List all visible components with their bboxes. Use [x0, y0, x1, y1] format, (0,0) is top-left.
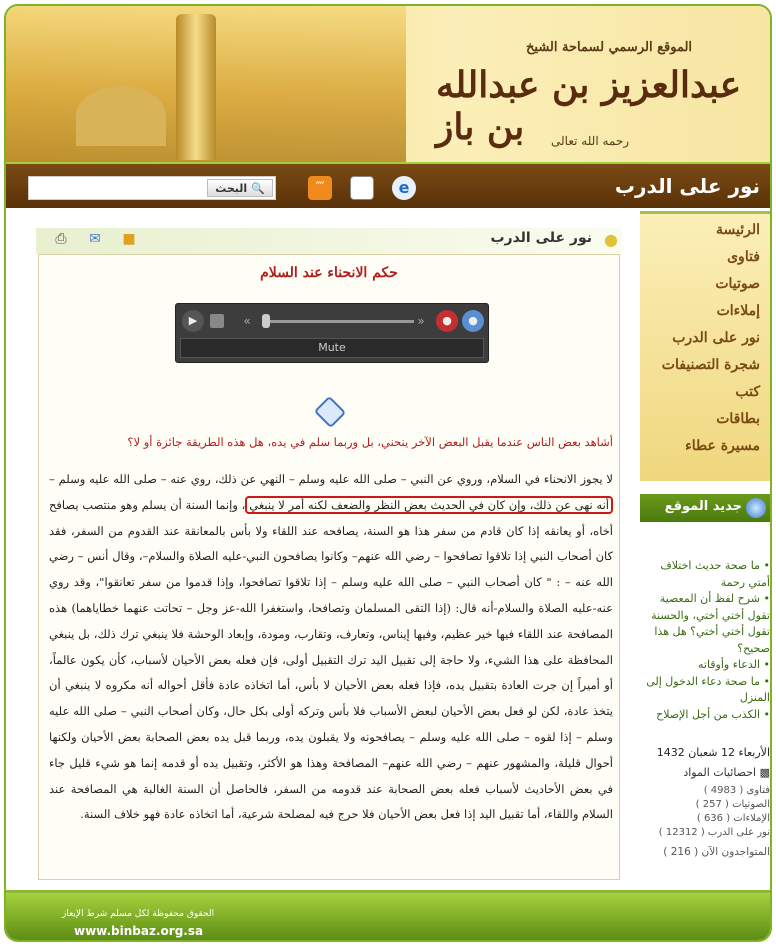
new-link-4[interactable]: • ما صحة دعاء الدخول إلى المنزل [646, 674, 770, 704]
stat-dictations: الإملاءات ( 636 ) [696, 813, 770, 824]
stat-audio: الصوتيات ( 257 ) [695, 799, 770, 810]
article-title: حكم الانحناء عند السلام [260, 265, 398, 281]
answer-text-rest: ، وإنما السنة أن يسلم وهو منتصب يصافح أخاه، أو يعانقه إذا كان قادم من سفر هذا هو السنة، يصافحه عند اللقاء ولا بأس بالمعانقة عند القدوم من السفر، فقد كان أصحاب النبي إذا تلاقوا تصافحوا – رضي الله عنهم– وكانوا يصافحون النبي-عليه الصلاة والسلام–، وقال أنس – رضي الله عنه – : " كان أصحاب النبي – صلى الله عليه وسلم – إذا تلاقوا تصافحوا، وإذا قدموا من سفر تعانقوا"، وقد روي عنه-عليه الصلاة والسلام-أنه قال: (إذا التقى المسلمان وتصافحا، واستغفرا الله-عز وجل – تحاتت عنهما خطاياهما) هذه المصافحة عند اللقاء فيها خير عظيم، وفيها إيناس، وتعارف، وتقارب، ومودة، وإبعاد الوحشة فلا ينبغي ترك ذلك، بل ينبغي المحافظة على هذا الشيء، ولا حاجة إلى تقبيل اليد ترك التقبيل أولى، فإن فعله بعض الأحيان لأسباب، كأن يكون عالماً، أو أميراً إن جرت العادة بتقبيل يده، فإذا فعله بعض الأحيان لا بأس، أما اتخاذه عادة فأقل أحواله أنه مكروه لا ينبغي أن يتخذ عادة، لكن لو فعل بعض الأحيان لبعض الأسباب فلا بأس وتركه أولى بكل حال، وكان أصحاب النبي – صلى الله عليه وسلم – إذا لقوه – صلى الله عليه وسلم – يصافحونه ولا يقبلون يده، وربما قبل يده بعض الصحابة بعض الأحيان ولكنها أحوال قليلة، والمشهور عنهم – رضي الله عنهم– المصافحة وهذا هو الأكثر، وتقبيل يده أو قدمه إنما هو شيء قليل جاء في بعض الأحاديث لأسباب فعله بعض الصحابة عند قدومه من السفر، فالحاصل أن السنة الغالبة هي المصافحة عند السلام واللقاء، أما تقبيل اليد إذا فعل بعض الأحيان فلا حرج فيه لمصلحة شرعية، أما اتخاذه عادة فهو خلاف السنة. [49, 497, 613, 822]
stats-title: احصائيات المواد [683, 766, 757, 779]
browser-icon[interactable]: e [392, 176, 416, 200]
seek-track[interactable] [264, 320, 414, 323]
chart-icon: ▩ [759, 766, 770, 779]
site-url[interactable]: www.binbaz.org.sa [74, 924, 204, 938]
footer [6, 890, 770, 942]
download-icon[interactable] [314, 396, 347, 429]
email-icon[interactable]: ✉ [89, 231, 101, 247]
answer-text [49, 467, 613, 828]
notes-icon[interactable] [350, 176, 374, 200]
mute-button[interactable]: Mute [180, 338, 484, 358]
new-content-list [646, 558, 770, 723]
fast-forward-button[interactable]: » [417, 314, 425, 328]
page-frame [4, 4, 772, 942]
print-icon[interactable]: ⎙ [55, 231, 67, 247]
sidebar-menu [640, 211, 772, 481]
search-icon: 🔍 [251, 181, 265, 195]
main-tab [36, 228, 622, 254]
answer-text-start: لا يجوز الانحناء في السلام، وروي عن النبي – صلى الله عليه وسلم – النهي عن ذلك، روي عنه – صلى الله عليه وسلم – [49, 472, 613, 486]
search-box [28, 176, 276, 200]
main-tab-label: نور على الدرب [490, 230, 592, 246]
section-title: نور على الدرب [614, 174, 760, 198]
main-panel [36, 228, 622, 880]
minaret-image [176, 14, 216, 160]
sidebar-item-noor[interactable]: نور على الدرب [672, 330, 760, 346]
site-logo-name[interactable]: عبدالعزيز بن عبدالله بن باز [436, 64, 742, 148]
new-link-2[interactable]: • شرح لفظ أن المعصية تقول أختي أختي، والحسنة تقول أختي أختي؟ هل هذا صحيح؟ [651, 592, 770, 655]
search-input[interactable] [29, 177, 205, 199]
search-button[interactable] [207, 179, 273, 197]
audio-player [175, 303, 489, 363]
sidebar-item-categories[interactable]: شجرة التصنيفات [661, 357, 760, 373]
sidebar-item-cards[interactable]: بطاقات [716, 411, 760, 427]
search-button-label: البحث [215, 181, 248, 195]
volume-icon[interactable]: ● [436, 310, 458, 332]
mosque-dome-image [76, 86, 166, 146]
lightbulb-icon: ● [604, 230, 618, 249]
sidebar-item-biography[interactable]: مسيرة عطاء [685, 438, 760, 454]
stop-button[interactable] [210, 314, 224, 328]
new-content-title: جديد الموقع [664, 499, 742, 514]
question-text: أشاهد بعض الناس عندما يقبل البعض الآخر ينحني، بل وربما سلم في يده، هل هذه الطريقة جائزة أو لا؟ [127, 435, 613, 449]
top-navbar [6, 162, 770, 208]
banner-subtitle-bottom: رحمه الله تعالى [551, 134, 630, 148]
stat-fatawa: فتاوى ( 4983 ) [703, 785, 770, 796]
folder-icon[interactable]: ■ [122, 231, 136, 247]
player-controls [180, 308, 484, 334]
sidebar-item-fatawa[interactable]: فتاوى [727, 249, 760, 265]
stat-noor: نور على الدرب ( 12312 ) [658, 827, 770, 838]
globe-icon [746, 498, 766, 518]
rss-icon[interactable]: ⁗ [308, 176, 332, 200]
current-date: الأربعاء 12 شعبان 1432 [656, 746, 770, 759]
stats-list [646, 784, 770, 840]
new-link-5[interactable]: • الكذب من أجل الإصلاح [656, 707, 770, 721]
sidebar-item-dictations[interactable]: إملاءات [716, 303, 760, 319]
highlighted-phrase: أنه نهى عن ذلك، وإن كان في الحديث بعض النظر والضعف لكنه أمر لا ينبغي [245, 496, 613, 514]
online-count: المتواجدون الآن ( 216 ) [663, 846, 770, 858]
rewind-button[interactable]: « [243, 314, 251, 328]
article-content [38, 254, 620, 880]
new-content-header [640, 494, 772, 522]
new-link-3[interactable]: • الدعاء وأوقاته [697, 658, 770, 671]
play-button[interactable]: ▶ [182, 310, 204, 332]
info-icon[interactable]: ● [462, 310, 484, 332]
sidebar-item-audio[interactable]: صوتيات [715, 276, 760, 292]
sidebar-item-home[interactable]: الرئيسة [716, 222, 760, 238]
site-banner [6, 6, 770, 162]
new-link-1[interactable]: • ما صحة حديث اختلاف أمتي رحمة [660, 559, 770, 589]
seek-handle[interactable] [262, 314, 270, 328]
stats-header [646, 766, 770, 779]
sidebar-item-books[interactable]: كتب [735, 384, 760, 400]
copyright-text: الحقوق محفوظة لكل مسلم شرط الإيعاز [62, 909, 215, 919]
banner-subtitle-top: الموقع الرسمي لسماحة الشيخ [526, 40, 693, 55]
